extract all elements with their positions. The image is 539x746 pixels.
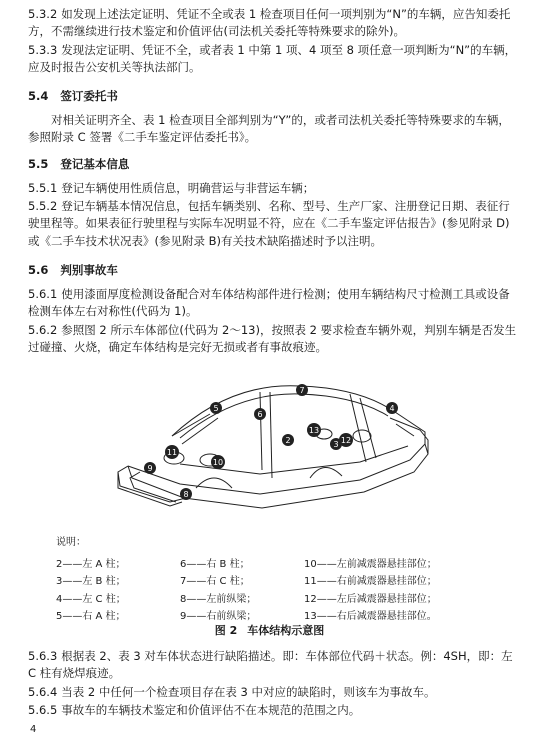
- section-text: 如发现上述法定证明、凭证不全或表 1 检查项目任何一项判别为“N”的车辆，应告知委托方，不需继续进行技术鉴定和价值评估(司法机关委托等特殊要求的除外)。: [28, 7, 511, 39]
- legend-item: 8——左前纵梁；: [180, 593, 257, 605]
- legend-item: 3——左 B 柱；: [56, 576, 126, 587]
- heading-5-6: [28, 262, 518, 279]
- legend-item: 13——右后减震器悬挂部位。: [304, 611, 437, 622]
- section-5-3-2: [28, 6, 518, 41]
- legend-item: 10——左前减震器悬挂部位；: [304, 558, 437, 570]
- heading-5-5: [28, 156, 518, 173]
- section-text: 参照图 2 所示车体部位(代码为 2～13)，按照表 2 要求检查车辆外观，判别车辆是否发生过碰撞、火烧，确定车体结构是完好无损或者有事故痕迹。: [28, 323, 517, 355]
- figure-title: 车体结构示意图: [247, 624, 325, 637]
- section-text: 当表 2 中任何一个检查项目存在表 3 中对应的缺陷时，则该车为事故车。: [61, 685, 436, 699]
- section-number: 5.5.1: [28, 181, 58, 195]
- section-number: 5.5.2: [28, 199, 58, 213]
- heading-title: 签订委托书: [60, 89, 118, 103]
- section-number: 5.6.4: [28, 685, 58, 699]
- marker-9: 9: [147, 464, 153, 473]
- legend-item: 9——右前纵梁；: [180, 611, 257, 622]
- heading-number: 5.4: [28, 89, 49, 103]
- marker-3: 3: [333, 440, 339, 449]
- figure-number: 图 2: [214, 624, 238, 637]
- legend-item: 11——右前减震器悬挂部位；: [304, 576, 437, 587]
- section-5-6-4: [28, 684, 518, 701]
- heading-number: 5.5: [28, 157, 49, 171]
- section-5-6-2: [28, 322, 518, 357]
- marker-12: 12: [340, 436, 352, 445]
- section-5-6-3: [28, 648, 518, 683]
- legend-item: 2——左 A 柱；: [56, 558, 126, 570]
- marker-13: 13: [308, 426, 320, 435]
- section-number: 5.6.3: [28, 649, 58, 663]
- section-number: 5.6.1: [28, 287, 58, 301]
- section-number: 5.3.2: [28, 7, 58, 21]
- section-text: 登记车辆基本情况信息，包括车辆类别、名称、型号、生产厂家、注册登记日期、表征行驶里程等。如果表征行驶里程与实际车况明显不符，应在《二手车鉴定评估报告》(参见附录 D)或《二手车技术状况表》(参见附录 B)有关技术缺陷描述时予以注明。: [28, 199, 510, 248]
- heading-title: 判别事故车: [60, 263, 118, 277]
- heading-5-4: [28, 88, 518, 105]
- section-number: 5.6.2: [28, 323, 58, 337]
- section-5-4-body: [28, 112, 518, 147]
- heading-title: 登记基本信息: [60, 157, 130, 171]
- section-5-6-5: [28, 702, 518, 719]
- legend-row: [56, 573, 451, 591]
- section-number: 5.3.3: [28, 43, 58, 57]
- section-text: 使用漆面厚度检测设备配合对车体结构部件进行检测；使用车辆结构尺寸检测工具或设备检测车体左右对称性(代码为 1)。: [28, 287, 510, 319]
- marker-11: 11: [166, 448, 178, 457]
- section-5-5-2: [28, 198, 518, 250]
- figure-legend: [56, 534, 496, 626]
- legend-item: 6——右 B 柱；: [180, 558, 250, 570]
- car-body-structure-diagram: [110, 374, 440, 514]
- marker-2: 2: [285, 436, 291, 445]
- legend-row: [56, 556, 451, 574]
- section-text: 登记车辆使用性质信息，明确营运与非营运车辆；: [61, 181, 315, 195]
- legend-item: 12——左后减震器悬挂部位；: [304, 593, 437, 605]
- section-text: 事故车的车辆技术鉴定和价值评估不在本规范的范围之内。: [61, 703, 361, 717]
- section-text: 发现法定证明、凭证不全，或者表 1 中第 1 项、4 项至 8 项任意一项判断为“N”的车辆，应及时报告公安机关等执法部门。: [28, 43, 517, 75]
- section-number: 5.6.5: [28, 703, 58, 717]
- marker-7: 7: [299, 386, 305, 395]
- marker-5: 5: [213, 404, 219, 413]
- marker-4: 4: [389, 404, 395, 413]
- section-5-3-3: [28, 42, 518, 77]
- marker-10: 10: [212, 458, 224, 467]
- figure-caption: [0, 623, 539, 640]
- legend-row: [56, 591, 451, 609]
- marker-6: 6: [257, 410, 263, 419]
- section-text: 对相关证明齐全、表 1 检查项目全部判别为“Y”的，或者司法机关委托等特殊要求的车辆，参照附录 C 签署《二手车鉴定评估委托书》。: [28, 113, 510, 145]
- section-5-5-1: [28, 180, 518, 197]
- section-text: 根据表 2、表 3 对车体状态进行缺陷描述。即：车体部位代码＋状态。例：4SH，即：左 C 柱有烧焊痕迹。: [28, 649, 513, 681]
- legend-table: [56, 556, 451, 626]
- page-number: 4: [30, 724, 37, 735]
- section-5-6-1: [28, 286, 518, 321]
- legend-item: 7——右 C 柱；: [180, 576, 250, 587]
- legend-item: 5——右 A 柱；: [56, 611, 126, 622]
- marker-8: 8: [183, 490, 189, 499]
- legend-title: 说明：: [56, 537, 86, 548]
- heading-number: 5.6: [28, 263, 49, 277]
- legend-item: 4——左 C 柱；: [56, 593, 126, 605]
